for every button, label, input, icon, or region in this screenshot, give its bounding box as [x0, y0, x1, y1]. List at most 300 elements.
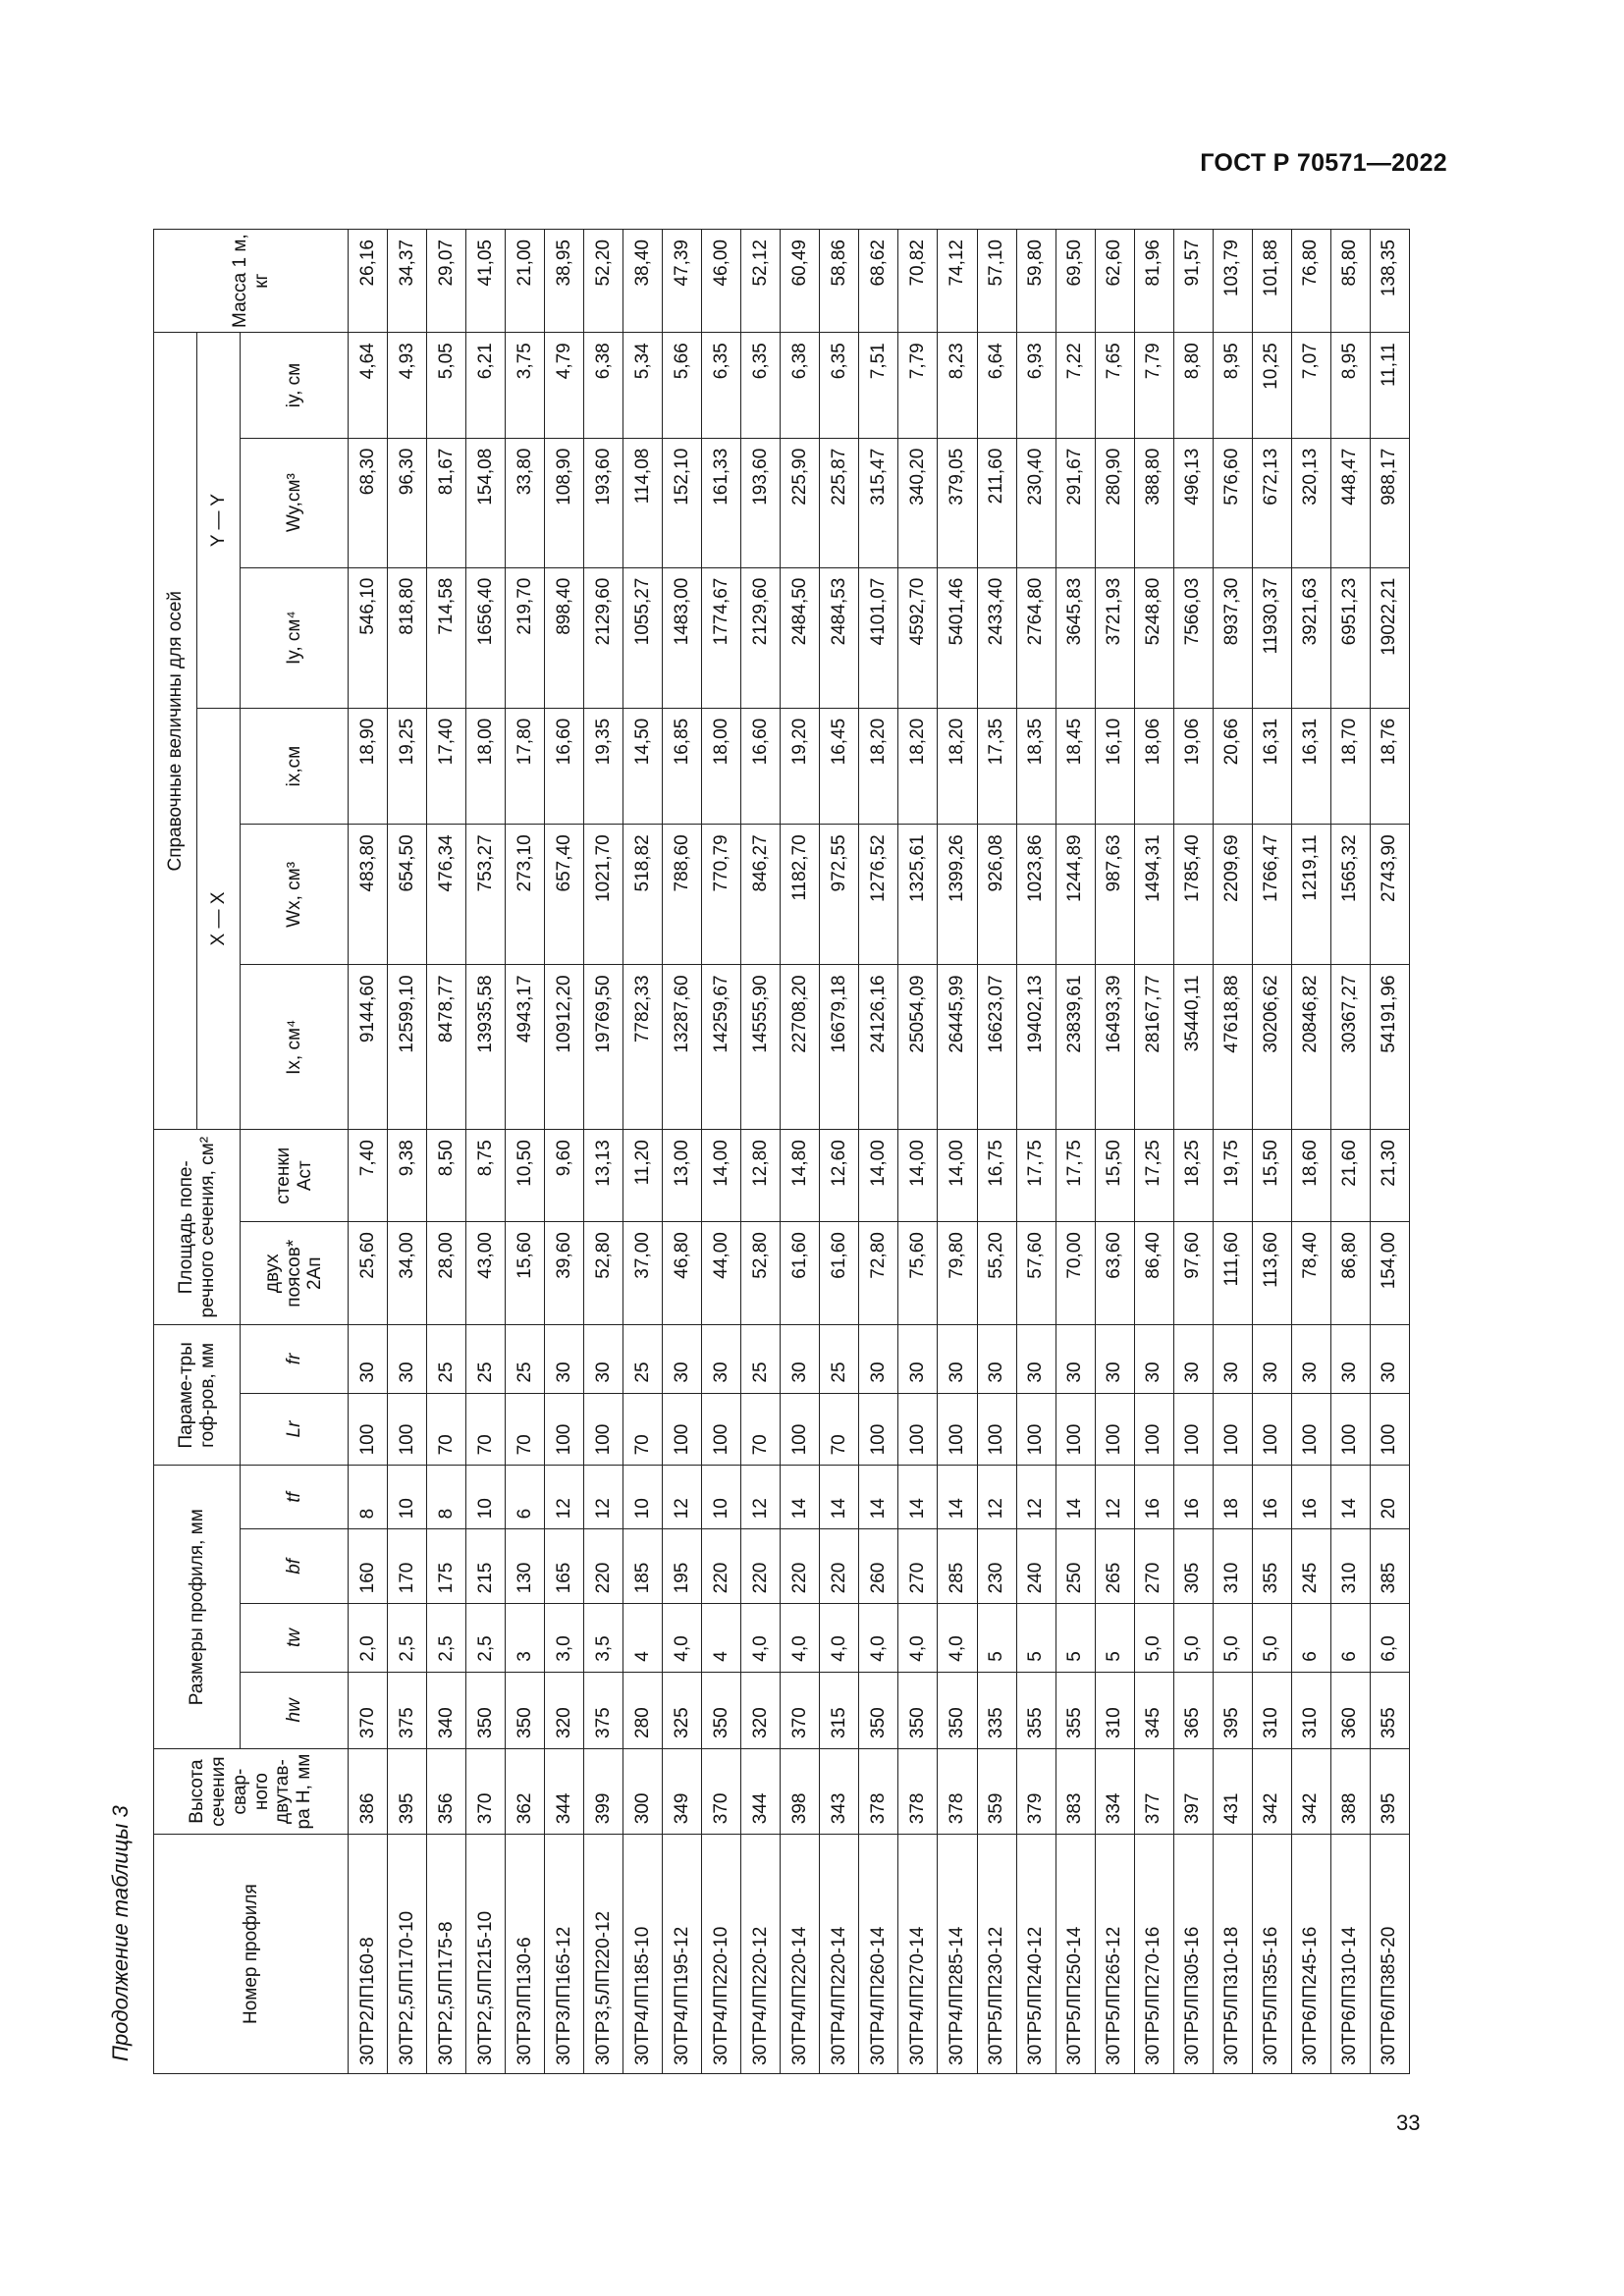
- cell-wy: 211,60: [977, 438, 1016, 567]
- corr-group-header: Параме-тры гоф-ров, мм: [154, 1325, 241, 1466]
- cell-iiy: 8,80: [1173, 333, 1213, 438]
- cell-fr: 25: [427, 1325, 466, 1393]
- cell-hw: 350: [506, 1672, 545, 1748]
- cell-tw: 5,0: [1134, 1604, 1173, 1672]
- rotated-table-wrapper: [153, 229, 1410, 2074]
- cell-section-height: 300: [623, 1748, 663, 1834]
- cell-fr: 30: [545, 1325, 584, 1393]
- cell-hw: 370: [781, 1672, 820, 1748]
- cell-bf: 165: [545, 1529, 584, 1604]
- cell-iiy: 7,79: [898, 333, 938, 438]
- cell-area-web: 14,00: [702, 1130, 741, 1222]
- cell-section-height: 377: [1134, 1748, 1173, 1834]
- cell-ix: 30367,27: [1330, 965, 1370, 1130]
- cell-profile-number: 30ТР6ЛП310-14: [1330, 1835, 1370, 2074]
- table-row: [820, 230, 859, 2074]
- cell-mass: 58,86: [820, 230, 859, 333]
- cell-iy: 546,10: [349, 567, 388, 708]
- cell-wx: 926,08: [977, 825, 1016, 965]
- cell-iy: 2433,40: [977, 567, 1016, 708]
- cell-wy: 340,20: [898, 438, 938, 567]
- cell-lr: 70: [623, 1393, 663, 1466]
- table-row: [1291, 230, 1330, 2074]
- cell-iix: 16,31: [1252, 708, 1291, 825]
- dims-group-header: Размеры профиля, мм: [154, 1466, 241, 1749]
- col-iix-header: ix,см: [241, 708, 349, 825]
- cell-lr: 100: [1173, 1393, 1213, 1466]
- profile-table: [153, 229, 1410, 2074]
- cell-bf: 310: [1213, 1529, 1252, 1604]
- cell-bf: 355: [1252, 1529, 1291, 1604]
- cell-tw: 5,0: [1213, 1604, 1252, 1672]
- cell-mass: 74,12: [938, 230, 977, 333]
- cell-profile-number: 30ТР4ЛП270-14: [898, 1835, 938, 2074]
- cell-lr: 100: [898, 1393, 938, 1466]
- cell-bf: 230: [977, 1529, 1016, 1604]
- cell-profile-number: 30ТР5ЛП240-12: [1016, 1835, 1056, 2074]
- cell-wx: 654,50: [388, 825, 427, 965]
- cell-tf: 14: [1330, 1466, 1370, 1529]
- cell-profile-number: 30ТР5ЛП310-18: [1213, 1835, 1252, 2074]
- cell-hw: 310: [1252, 1672, 1291, 1748]
- cell-hw: 345: [1134, 1672, 1173, 1748]
- cell-iy: 1483,00: [663, 567, 702, 708]
- cell-lr: 100: [1134, 1393, 1173, 1466]
- cell-profile-number: 30ТР2,5ЛП175-8: [427, 1835, 466, 2074]
- cell-iix: 16,60: [741, 708, 781, 825]
- cell-iy: 4101,07: [859, 567, 898, 708]
- cell-area-web: 9,38: [388, 1130, 427, 1222]
- cell-mass: 57,10: [977, 230, 1016, 333]
- col-tf-header: tf: [241, 1466, 349, 1529]
- cell-wy: 315,47: [859, 438, 898, 567]
- cell-lr: 100: [977, 1393, 1016, 1466]
- cell-area-web: 14,00: [859, 1130, 898, 1222]
- cell-wy: 154,08: [466, 438, 506, 567]
- cell-mass: 68,62: [859, 230, 898, 333]
- cell-fr: 30: [663, 1325, 702, 1393]
- cell-area-belts: 39,60: [545, 1222, 584, 1325]
- cell-profile-number: 30ТР4ЛП185-10: [623, 1835, 663, 2074]
- cell-iy: 898,40: [545, 567, 584, 708]
- cell-section-height: 344: [741, 1748, 781, 1834]
- col-height-header: Высота сечения свар-ного двутав-ра H, мм: [154, 1748, 349, 1834]
- table-row: [1252, 230, 1291, 2074]
- cell-iiy: 10,25: [1252, 333, 1291, 438]
- cell-wy: 81,67: [427, 438, 466, 567]
- col-mass-header: Масса 1 м, кг: [154, 230, 349, 333]
- table-body: [349, 230, 1410, 2074]
- cell-area-belts: 34,00: [388, 1222, 427, 1325]
- cell-lr: 100: [1291, 1393, 1330, 1466]
- cell-fr: 25: [741, 1325, 781, 1393]
- cell-ix: 26445,99: [938, 965, 977, 1130]
- cell-iy: 219,70: [506, 567, 545, 708]
- cell-hw: 375: [584, 1672, 623, 1748]
- cell-iy: 3721,93: [1095, 567, 1134, 708]
- table-row: [349, 230, 388, 2074]
- cell-tw: 4,0: [663, 1604, 702, 1672]
- cell-hw: 350: [702, 1672, 741, 1748]
- cell-tw: 5,0: [1252, 1604, 1291, 1672]
- cell-area-belts: 57,60: [1016, 1222, 1056, 1325]
- cell-profile-number: 30ТР3,5ЛП220-12: [584, 1835, 623, 2074]
- cell-wy: 230,40: [1016, 438, 1056, 567]
- col-wy-header: Wy,см³: [241, 438, 349, 567]
- cell-section-height: 431: [1213, 1748, 1252, 1834]
- table-row: [388, 230, 427, 2074]
- table-row: [702, 230, 741, 2074]
- cell-lr: 70: [466, 1393, 506, 1466]
- cell-bf: 130: [506, 1529, 545, 1604]
- document-title: ГОСТ Р 70571—2022: [1200, 149, 1447, 177]
- cell-area-web: 7,40: [349, 1130, 388, 1222]
- cell-area-web: 12,60: [820, 1130, 859, 1222]
- cell-area-web: 14,00: [898, 1130, 938, 1222]
- cell-section-height: 395: [388, 1748, 427, 1834]
- cell-profile-number: 30ТР4ЛП220-10: [702, 1835, 741, 2074]
- cell-bf: 270: [898, 1529, 938, 1604]
- cell-wx: 2209,69: [1213, 825, 1252, 965]
- cell-iix: 18,70: [1330, 708, 1370, 825]
- cell-hw: 310: [1095, 1672, 1134, 1748]
- table-row: [427, 230, 466, 2074]
- cell-area-belts: 37,00: [623, 1222, 663, 1325]
- cell-profile-number: 30ТР2,5ЛП215-10: [466, 1835, 506, 2074]
- cell-hw: 320: [545, 1672, 584, 1748]
- cell-area-belts: 113,60: [1252, 1222, 1291, 1325]
- cell-iix: 19,06: [1173, 708, 1213, 825]
- table-row: [584, 230, 623, 2074]
- cell-iix: 18,76: [1370, 708, 1409, 825]
- col-iiy-header: iy, см: [241, 333, 349, 438]
- cell-iix: 16,45: [820, 708, 859, 825]
- cell-wy: 672,13: [1252, 438, 1291, 567]
- table-row: [1213, 230, 1252, 2074]
- cell-wy: 193,60: [584, 438, 623, 567]
- col-hw-header: hw: [241, 1672, 349, 1748]
- cell-lr: 70: [741, 1393, 781, 1466]
- cell-area-web: 8,50: [427, 1130, 466, 1222]
- cell-tf: 12: [584, 1466, 623, 1529]
- cell-lr: 100: [1370, 1393, 1409, 1466]
- col-bf-header: bf: [241, 1529, 349, 1604]
- cell-wx: 1785,40: [1173, 825, 1213, 965]
- cell-iiy: 3,75: [506, 333, 545, 438]
- cell-area-belts: 154,00: [1370, 1222, 1409, 1325]
- cell-hw: 355: [1370, 1672, 1409, 1748]
- cell-iix: 18,00: [702, 708, 741, 825]
- cell-fr: 30: [1095, 1325, 1134, 1393]
- cell-area-belts: 43,00: [466, 1222, 506, 1325]
- cell-tw: 4: [702, 1604, 741, 1672]
- cell-iiy: 7,07: [1291, 333, 1330, 438]
- table-header: [154, 230, 349, 2074]
- cell-iy: 1774,67: [702, 567, 741, 708]
- cell-mass: 60,49: [781, 230, 820, 333]
- cell-ix: 9144,60: [349, 965, 388, 1130]
- cell-area-web: 15,50: [1095, 1130, 1134, 1222]
- cell-area-belts: 111,60: [1213, 1222, 1252, 1325]
- cell-ix: 13287,60: [663, 965, 702, 1130]
- cell-tf: 12: [663, 1466, 702, 1529]
- cell-area-web: 10,50: [506, 1130, 545, 1222]
- cell-iiy: 5,66: [663, 333, 702, 438]
- cell-fr: 30: [349, 1325, 388, 1393]
- cell-wx: 1244,89: [1056, 825, 1095, 965]
- cell-fr: 30: [388, 1325, 427, 1393]
- cell-ix: 35440,11: [1173, 965, 1213, 1130]
- cell-tw: 6: [1330, 1604, 1370, 1672]
- cell-bf: 220: [820, 1529, 859, 1604]
- cell-bf: 285: [938, 1529, 977, 1604]
- cell-wy: 225,90: [781, 438, 820, 567]
- cell-lr: 100: [1213, 1393, 1252, 1466]
- cell-lr: 100: [388, 1393, 427, 1466]
- cell-profile-number: 30ТР4ЛП260-14: [859, 1835, 898, 2074]
- cell-wx: 987,63: [1095, 825, 1134, 965]
- cell-tf: 14: [898, 1466, 938, 1529]
- ref-group-header: Справочные величины для осей: [154, 333, 197, 1130]
- cell-area-belts: 15,60: [506, 1222, 545, 1325]
- cell-tf: 6: [506, 1466, 545, 1529]
- cell-section-height: 359: [977, 1748, 1016, 1834]
- cell-mass: 101,88: [1252, 230, 1291, 333]
- cell-wy: 496,13: [1173, 438, 1213, 567]
- cell-hw: 335: [977, 1672, 1016, 1748]
- cell-mass: 38,40: [623, 230, 663, 333]
- cell-iy: 4592,70: [898, 567, 938, 708]
- cell-tw: 2,5: [427, 1604, 466, 1672]
- cell-wy: 576,60: [1213, 438, 1252, 567]
- cell-fr: 30: [781, 1325, 820, 1393]
- col-fr-header: fr: [241, 1325, 349, 1393]
- cell-tf: 14: [820, 1466, 859, 1529]
- cell-iiy: 8,95: [1213, 333, 1252, 438]
- cell-area-web: 18,60: [1291, 1130, 1330, 1222]
- cell-iiy: 6,21: [466, 333, 506, 438]
- cell-iy: 6951,23: [1330, 567, 1370, 708]
- cell-bf: 250: [1056, 1529, 1095, 1604]
- cell-tw: 5: [1056, 1604, 1095, 1672]
- cell-hw: 340: [427, 1672, 466, 1748]
- cell-iix: 18,06: [1134, 708, 1173, 825]
- cell-wy: 152,10: [663, 438, 702, 567]
- cell-iix: 17,35: [977, 708, 1016, 825]
- cell-wx: 483,80: [349, 825, 388, 965]
- cell-tf: 12: [1016, 1466, 1056, 1529]
- cell-mass: 103,79: [1213, 230, 1252, 333]
- cell-fr: 25: [623, 1325, 663, 1393]
- cell-tf: 12: [545, 1466, 584, 1529]
- cell-iiy: 6,64: [977, 333, 1016, 438]
- cell-fr: 30: [977, 1325, 1016, 1393]
- table-row: [1095, 230, 1134, 2074]
- cell-tf: 14: [781, 1466, 820, 1529]
- cell-section-height: 395: [1370, 1748, 1409, 1834]
- cell-iiy: 8,95: [1330, 333, 1370, 438]
- cell-tw: 2,5: [466, 1604, 506, 1672]
- cell-fr: 30: [1134, 1325, 1173, 1393]
- cell-tw: 4,0: [938, 1604, 977, 1672]
- cell-hw: 355: [1016, 1672, 1056, 1748]
- cell-lr: 70: [820, 1393, 859, 1466]
- cell-wx: 476,34: [427, 825, 466, 965]
- cell-wy: 379,05: [938, 438, 977, 567]
- cell-tw: 3,5: [584, 1604, 623, 1672]
- cell-iix: 16,31: [1291, 708, 1330, 825]
- cell-fr: 30: [859, 1325, 898, 1393]
- col-iy-header: Iy, см⁴: [241, 567, 349, 708]
- cell-iiy: 6,35: [820, 333, 859, 438]
- cell-wy: 108,90: [545, 438, 584, 567]
- cell-fr: 30: [1213, 1325, 1252, 1393]
- cell-profile-number: 30ТР5ЛП230-12: [977, 1835, 1016, 2074]
- cell-hw: 395: [1213, 1672, 1252, 1748]
- cell-tf: 16: [1252, 1466, 1291, 1529]
- table-row: [1370, 230, 1409, 2074]
- cell-fr: 30: [584, 1325, 623, 1393]
- cell-tw: 5: [1016, 1604, 1056, 1672]
- cell-tw: 5: [977, 1604, 1016, 1672]
- cell-fr: 30: [1370, 1325, 1409, 1393]
- cell-hw: 355: [1056, 1672, 1095, 1748]
- cell-area-web: 17,75: [1016, 1130, 1056, 1222]
- cell-tf: 14: [938, 1466, 977, 1529]
- cell-section-height: 378: [938, 1748, 977, 1834]
- table-row: [977, 230, 1016, 2074]
- cell-lr: 100: [1056, 1393, 1095, 1466]
- cell-mass: 81,96: [1134, 230, 1173, 333]
- cell-iiy: 11,11: [1370, 333, 1409, 438]
- cell-bf: 215: [466, 1529, 506, 1604]
- cell-bf: 175: [427, 1529, 466, 1604]
- cell-ix: 16679,18: [820, 965, 859, 1130]
- cell-iy: 2484,53: [820, 567, 859, 708]
- cell-iiy: 6,35: [702, 333, 741, 438]
- cell-area-belts: 28,00: [427, 1222, 466, 1325]
- cell-tw: 4: [623, 1604, 663, 1672]
- cell-bf: 220: [584, 1529, 623, 1604]
- cell-area-web: 11,20: [623, 1130, 663, 1222]
- cell-wy: 33,80: [506, 438, 545, 567]
- cell-profile-number: 30ТР2,5ЛП170-10: [388, 1835, 427, 2074]
- cell-profile-number: 30ТР5ЛП270-16: [1134, 1835, 1173, 2074]
- cell-iix: 19,35: [584, 708, 623, 825]
- cell-iy: 1656,40: [466, 567, 506, 708]
- cell-section-height: 370: [466, 1748, 506, 1834]
- cell-ix: 28167,77: [1134, 965, 1173, 1130]
- cell-iix: 19,20: [781, 708, 820, 825]
- cell-area-web: 17,25: [1134, 1130, 1173, 1222]
- cell-area-web: 21,60: [1330, 1130, 1370, 1222]
- cell-wx: 1399,26: [938, 825, 977, 965]
- cell-profile-number: 30ТР4ЛП220-14: [820, 1835, 859, 2074]
- cell-wy: 388,80: [1134, 438, 1173, 567]
- cell-wx: 846,27: [741, 825, 781, 965]
- cell-section-height: 342: [1252, 1748, 1291, 1834]
- cell-mass: 59,80: [1016, 230, 1056, 333]
- cell-tf: 8: [349, 1466, 388, 1529]
- cell-wy: 161,33: [702, 438, 741, 567]
- cell-tf: 10: [702, 1466, 741, 1529]
- cell-tf: 16: [1134, 1466, 1173, 1529]
- cell-bf: 160: [349, 1529, 388, 1604]
- cell-hw: 375: [388, 1672, 427, 1748]
- cell-profile-number: 30ТР4ЛП220-14: [781, 1835, 820, 2074]
- cell-tw: 3,0: [545, 1604, 584, 1672]
- cell-section-height: 388: [1330, 1748, 1370, 1834]
- cell-iix: 18,20: [859, 708, 898, 825]
- cell-profile-number: 30ТР4ЛП195-12: [663, 1835, 702, 2074]
- cell-iy: 3645,83: [1056, 567, 1095, 708]
- cell-area-belts: 97,60: [1173, 1222, 1213, 1325]
- cell-bf: 220: [741, 1529, 781, 1604]
- table-row: [506, 230, 545, 2074]
- cell-iix: 16,60: [545, 708, 584, 825]
- cell-tw: 2,5: [388, 1604, 427, 1672]
- col-name-header: Номер профиля: [154, 1835, 349, 2074]
- cell-wx: 2743,90: [1370, 825, 1409, 965]
- cell-wx: 273,10: [506, 825, 545, 965]
- cell-area-web: 14,80: [781, 1130, 820, 1222]
- cell-mass: 21,00: [506, 230, 545, 333]
- cell-tw: 4,0: [898, 1604, 938, 1672]
- cell-bf: 305: [1173, 1529, 1213, 1604]
- cell-tf: 10: [388, 1466, 427, 1529]
- cell-iy: 2484,50: [781, 567, 820, 708]
- cell-lr: 70: [506, 1393, 545, 1466]
- col-lr-header: Lr: [241, 1393, 349, 1466]
- cell-lr: 100: [859, 1393, 898, 1466]
- cell-profile-number: 30ТР6ЛП245-16: [1291, 1835, 1330, 2074]
- cell-ix: 4943,17: [506, 965, 545, 1130]
- cell-iy: 818,80: [388, 567, 427, 708]
- cell-fr: 30: [1252, 1325, 1291, 1393]
- cell-area-belts: 86,40: [1134, 1222, 1173, 1325]
- col-area-web-header: стенки Aст: [241, 1130, 349, 1222]
- cell-wy: 320,13: [1291, 438, 1330, 567]
- cell-ix: 7782,33: [623, 965, 663, 1130]
- cell-wy: 68,30: [349, 438, 388, 567]
- cell-wx: 1023,86: [1016, 825, 1056, 965]
- cell-mass: 34,37: [388, 230, 427, 333]
- cell-wx: 753,27: [466, 825, 506, 965]
- cell-tw: 4,0: [859, 1604, 898, 1672]
- cell-ix: 14259,67: [702, 965, 741, 1130]
- cell-mass: 85,80: [1330, 230, 1370, 333]
- cell-area-web: 12,80: [741, 1130, 781, 1222]
- cell-hw: 370: [349, 1672, 388, 1748]
- cell-area-belts: 61,60: [820, 1222, 859, 1325]
- cell-fr: 30: [1056, 1325, 1095, 1393]
- table-row: [1056, 230, 1095, 2074]
- cell-hw: 360: [1330, 1672, 1370, 1748]
- cell-profile-number: 30ТР5ЛП265-12: [1095, 1835, 1134, 2074]
- cell-mass: 52,12: [741, 230, 781, 333]
- cell-wx: 657,40: [545, 825, 584, 965]
- page-number: 33: [1396, 2110, 1421, 2135]
- cell-ix: 12599,10: [388, 965, 427, 1130]
- cell-ix: 22708,20: [781, 965, 820, 1130]
- cell-iiy: 6,38: [584, 333, 623, 438]
- cell-mass: 41,05: [466, 230, 506, 333]
- cell-area-belts: 79,80: [938, 1222, 977, 1325]
- cell-profile-number: 30ТР5ЛП250-14: [1056, 1835, 1095, 2074]
- cell-ix: 25054,09: [898, 965, 938, 1130]
- table-row: [663, 230, 702, 2074]
- cell-iix: 16,85: [663, 708, 702, 825]
